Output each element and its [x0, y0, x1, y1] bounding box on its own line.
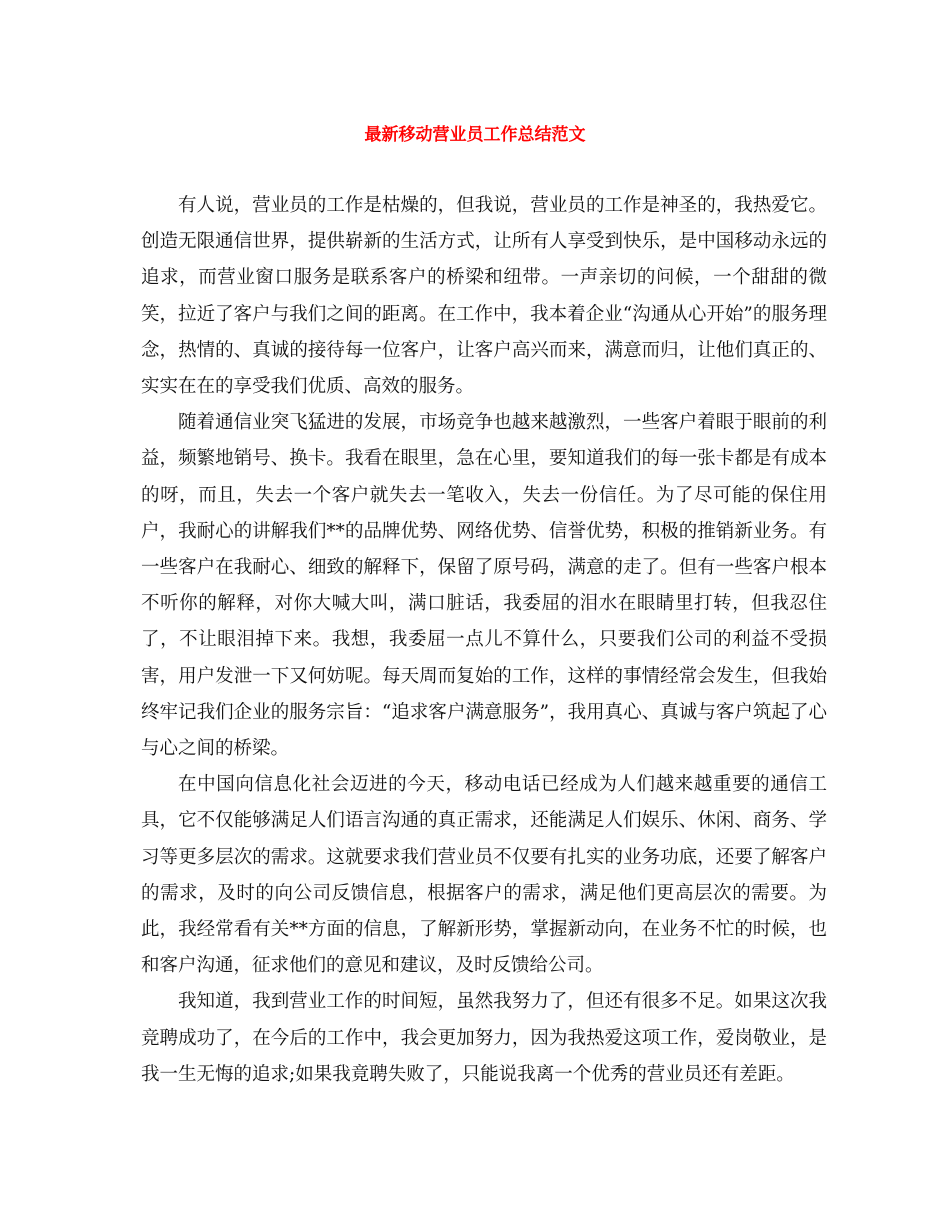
document-body [141, 188, 827, 1093]
paragraph-4: 我知道，我到营业工作的时间短，虽然我努力了，但还有很多不足。如果这次我竞聘成功了，在今后的工作中，我会更加努力，因为我热爱这项工作，爱岗敬业，是我一生无悔的追求;如果我竟聘失败了，只能说我离一个优秀的营业员还有差距。 [141, 991, 827, 1085]
paragraph-3: 在中国向信息化社会迈进的今天，移动电话已经成为人们越来越重要的通信工具，它不仅能够满足人们语言沟通的真正需求，还能满足人们娱乐、休闲、商务、学习等更多层次的需求。这就要求我们营业员不仅要有扎实的业务功底，还要了解客户的需求，及时的向公司反馈信息，根据客户的需求，满足他们更高层次的需要。为此，我经常看有关**方面的信息，了解新形势，掌握新动向，在业务不忙的时候，也和客户沟通，征求他们的意见和建议，及时反馈给公司。 [141, 774, 827, 977]
document-title: 最新移动营业员工作总结范文 [364, 125, 586, 145]
paragraph-2: 随着通信业突飞猛进的发展，市场竞争也越来越激烈，一些客户着眼于眼前的利益，频繁地销号、换卡。我看在眼里，急在心里，要知道我们的每一张卡都是有成本的呀，而且，失去一个客户就失去一笔收入，失去一份信任。为了尽可能的保住用户，我耐心的讲解我们**的品牌优势、网络优势、信誉优势，积极的推销新业务。有一些客户在我耐心、细致的解释下，保留了原号码，满意的走了。但有一些客户根本不听你的解释，对你大喊大叫，满口脏话，我委屈的泪水在眼睛里打转，但我忍住了，不让眼泪掉下来。我想，我委屈一点儿不算什么，只要我们公司的利益不受损害，用户发泄一下又何妨呢。每天周而复始的工作，这样的事情经常会发生，但我始终牢记我们企业的服务宗旨：“追求客户满意服务”，我用真心、真诚与客户筑起了心与心之间的桥梁。 [141, 412, 827, 760]
paragraph-1: 有人说，营业员的工作是枯燥的，但我说，营业员的工作是神圣的，我热爱它。创造无限通信世界，提供崭新的生活方式，让所有人享受到快乐，是中国移动永远的追求，而营业窗口服务是联系客户的桥梁和纽带。一声亲切的问候，一个甜甜的微笑，拉近了客户与我们之间的距离。在工作中，我本着企业“沟通从心开始”的服务理念，热情的、真诚的接待每一位客户，让客户高兴而来，满意而归，让他们真正的、实实在在的享受我们优质、高效的服务。 [141, 195, 827, 398]
